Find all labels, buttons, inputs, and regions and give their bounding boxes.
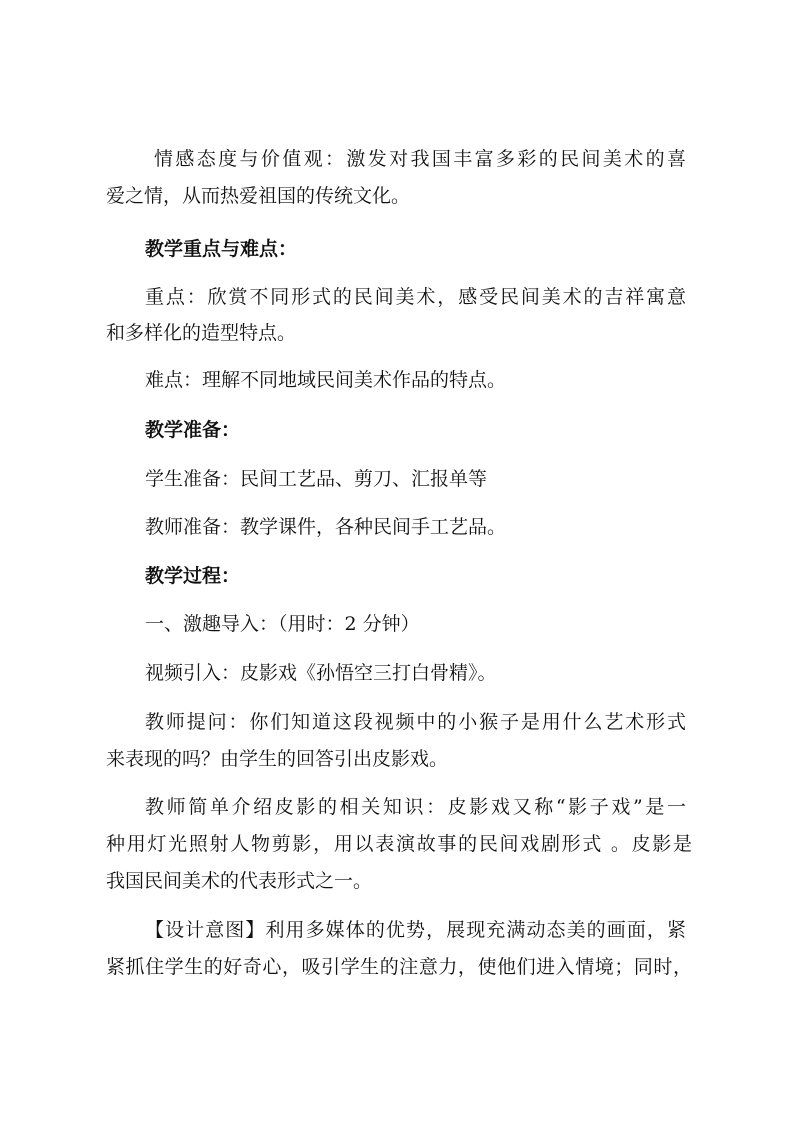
heading-process: 教学过程： [145,565,241,587]
paragraph-design-intent-line-2: 紧抓住学生的好奇心，吸引学生的注意力，使他们进入情境；同时， [106,956,692,978]
paragraph-teacher-prep: 教师准备：教学课件，各种民间手工艺品。 [145,516,507,538]
paragraph-video-intro: 视频引入：皮影戏《孙悟空三打白骨精》。 [145,662,497,684]
paragraph-teacher-question-line-2: 来表现的吗？由学生的回答引出皮影戏。 [106,748,449,770]
paragraph-emotion-line-1: 情感态度与价值观：激发对我国丰富多彩的民间美术的喜 [154,148,686,170]
paragraph-teacher-intro-line-3: 我国民间美术的代表形式之一。 [106,870,373,892]
paragraph-step1-title: 一、激趣导入：（用时：2 分钟） [145,613,420,635]
paragraph-design-intent-line-1: 【设计意图】利用多媒体的优势，展现充满动态美的画面，紧 [145,919,686,941]
paragraph-emotion-line-2: 爱之情，从而热爱祖国的传统文化。 [106,185,411,207]
paragraph-key-point-line-2: 和多样化的造型特点。 [106,322,297,344]
paragraph-teacher-intro-line-2: 种用灯光照射人物剪影，用以表演故事的民间戏剧形式 。皮影是 [106,833,692,855]
heading-preparation: 教学准备： [145,419,241,441]
paragraph-difficulty: 难点：理解不同地域民间美术作品的特点。 [145,369,507,391]
paragraph-teacher-question-line-1: 教师提问：你们知道这段视频中的小猴子是用什么艺术形式 [145,711,686,733]
paragraph-teacher-intro-line-1: 教师简单介绍皮影的相关知识：皮影戏又称“影子戏”是一 [145,796,686,818]
paragraph-student-prep: 学生准备：民间工艺品、剪刀、汇报单等 [145,468,488,490]
paragraph-key-point-line-1: 重点：欣赏不同形式的民间美术，感受民间美术的吉祥寓意 [145,286,686,308]
heading-key-points: 教学重点与难点： [145,238,298,260]
